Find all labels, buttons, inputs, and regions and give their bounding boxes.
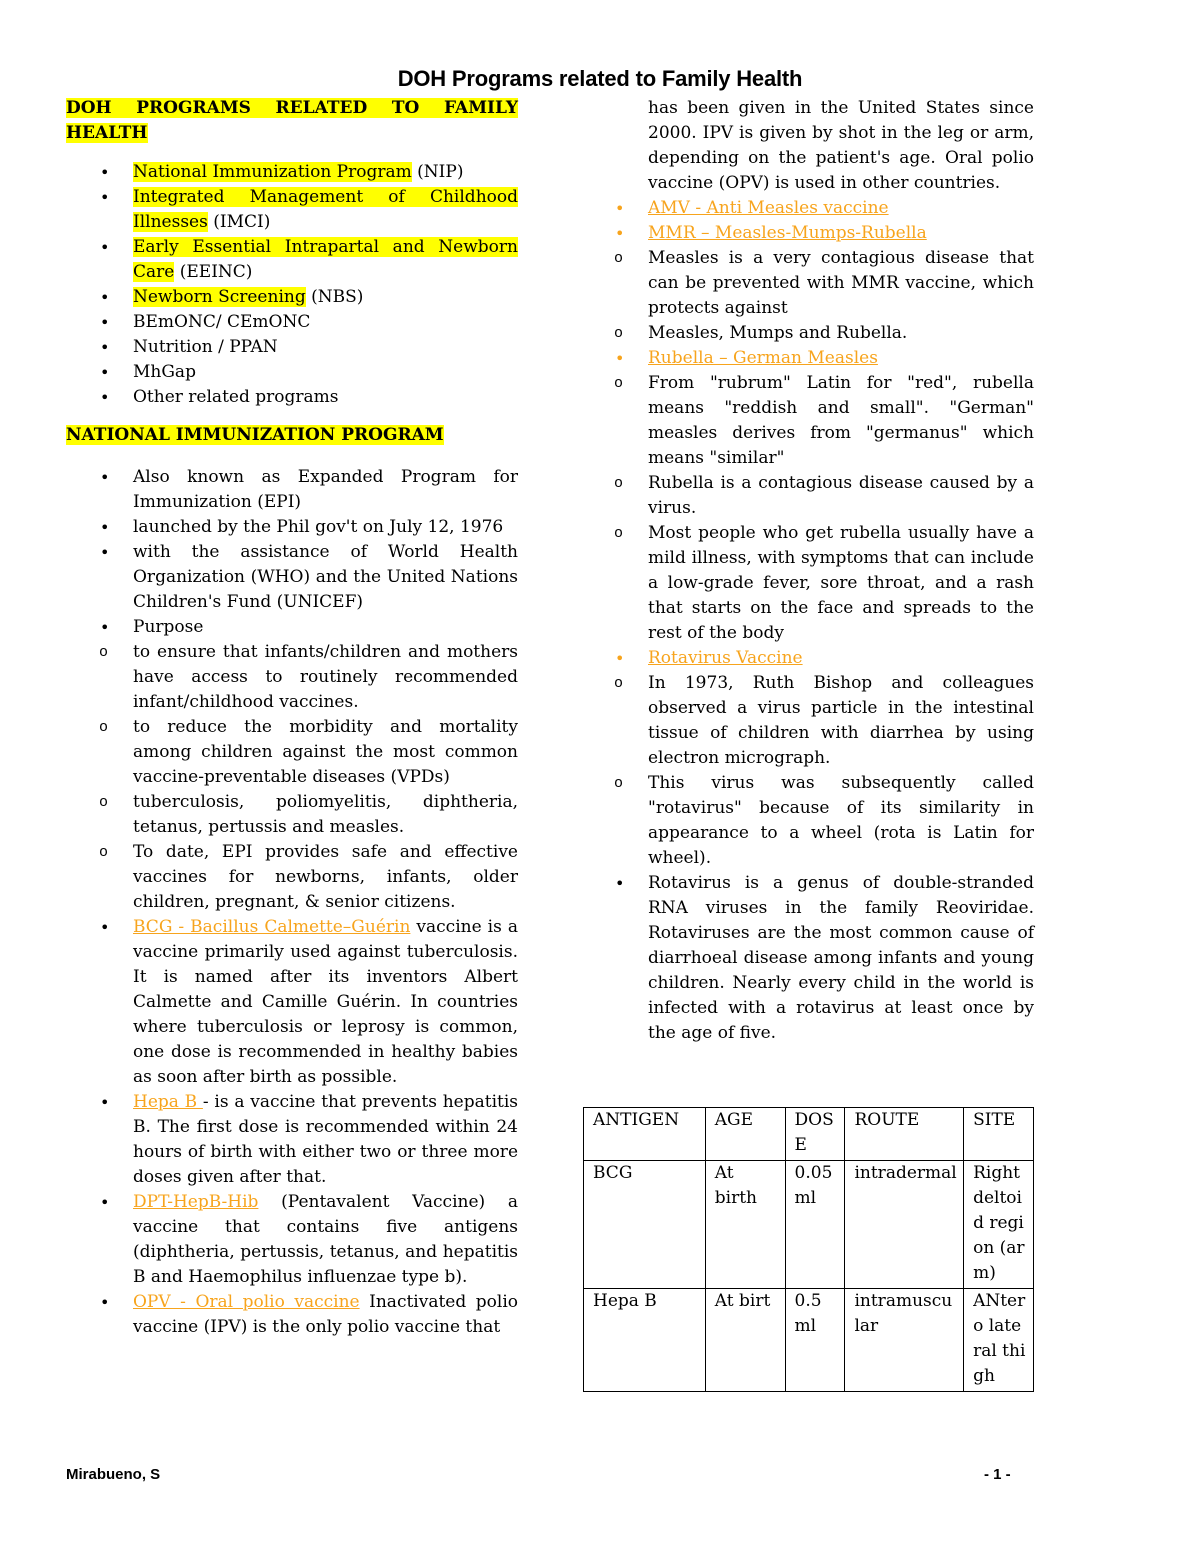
table-cell: ANtero lateral thigh [964, 1289, 1034, 1392]
list-item: o Rubella is a contagious disease caused by a virus. [614, 473, 1034, 518]
left-column [66, 96, 518, 1340]
list-item: o In 1973, Ruth Bishop and colleagues observed a virus particle in the intestinal tissue of children with diarrhea by using electron micrograph. [614, 673, 1034, 768]
list-item: o From "rubrum" Latin for "red", rubella means "reddish and small". "German" measles derives from "germanus" which means "similar" [614, 373, 1034, 468]
list-item-rotavirus-desc: • Rotavirus is a genus of double-stranded RNA viruses in the family Reoviridae. Rotaviruses are the most common cause of diarrhoeal disease among infants and young children. Nearly every child in the world is infected with a rotavirus at least once by the age of five. [615, 873, 1034, 1043]
vaccine-table [583, 1107, 1034, 1392]
list-item: o This virus was subsequently called "rotavirus" because of its similarity in appearance to a wheel (rota is Latin for wheel). [614, 773, 1034, 868]
footer-page-number: - 1 - [984, 1466, 1011, 1483]
table-cell: Hepa B [584, 1289, 706, 1392]
list-item-opv-continued: has been given in the United States since 2000. IPV is given by shot in the leg or arm, depending on the patient's age. Oral polio vaccine (OPV) is used in other countries. [648, 98, 1034, 193]
list-item: o to ensure that infants/children and mothers have access to routinely recommended infant/childhood vaccines. [99, 642, 518, 712]
opv-link: OPV - Oral polio vaccine [133, 1292, 360, 1312]
list-item: o Measles is a very contagious disease that can be prevented with MMR vaccine, which protects against [614, 248, 1034, 318]
table-cell: BCG [584, 1161, 706, 1289]
list-item-mmr: • MMR – Measles-Mumps-Rubella o Measles is a very contagious disease that can be prevented with MMR vaccine, which protects against o Measles, Mumps and Rubella. [581, 221, 1034, 346]
table-cell: 0.5 ml [785, 1289, 845, 1392]
list-item: o To date, EPI provides safe and effective vaccines for newborns, infants, older children, pregnant, & senior citizens. [99, 842, 518, 912]
page-title: DOH Programs related to Family Health [397, 66, 803, 91]
list-item: • Early Essential Intrapartal and Newborn Care (EEINC) [100, 237, 518, 282]
list-item: o to reduce the morbidity and mortality among children against the most common vaccine-preventable diseases (VPDs) [99, 717, 518, 787]
table-cell: At birth [705, 1161, 785, 1289]
table-cell: 0.05 ml [785, 1161, 845, 1289]
section-heading-nip: NATIONAL IMMUNIZATION PROGRAM [66, 425, 444, 445]
right-column [614, 96, 1034, 1046]
programs-list [66, 160, 518, 410]
list-item: • MhGap [100, 362, 196, 382]
footer-author: Mirabueno, S [66, 1466, 161, 1483]
list-item: o Measles, Mumps and Rubella. [614, 323, 908, 343]
table-cell: Right deltoid region (arm) [964, 1161, 1034, 1289]
table-header-cell: ANTIGEN [584, 1108, 706, 1161]
list-item: • BEmONC/ CEmONC [100, 312, 311, 332]
bcg-link: BCG - Bacillus Calmette–Guérin [133, 917, 411, 937]
table-cell: At birt [705, 1289, 785, 1392]
table-header-cell: SITE [964, 1108, 1034, 1161]
table-cell: intramuscular [845, 1289, 964, 1392]
list-item: • National Immunization Program (NIP) [100, 162, 464, 182]
list-item: • with the assistance of World Health Organization (WHO) and the United Nations Children's Fund (UNICEF) [100, 542, 518, 612]
hepab-link: Hepa B [133, 1092, 203, 1112]
list-item-rotavirus: • Rotavirus Vaccine o In 1973, Ruth Bishop and colleagues observed a virus particle in the intestinal tissue of children with diarrhea by using electron micrograph. o This virus was subsequently called "rotavirus" because of its similarity in appearance to a wheel (rota is Latin for wheel). [581, 646, 1034, 871]
list-item-bcg: • BCG - Bacillus Calmette–Guérin vaccine is a vaccine primarily used against tuberculosis. It is named after its inventors Albert Calmette and Camille Guérin. In countries where tuberculosis or leprosy is common, one dose is recommended in healthy babies as soon after birth as possible. [100, 917, 518, 1087]
list-item-amv: • AMV - Anti Measles vaccine [615, 198, 889, 218]
list-item: • launched by the Phil gov't on July 12, 1976 [100, 517, 504, 537]
table-row [584, 1289, 1034, 1392]
purpose-list [66, 640, 518, 915]
table-cell: intradermal [845, 1161, 964, 1289]
table-header-cell: AGE [705, 1108, 785, 1161]
dpt-link: DPT-HepB-Hib [133, 1192, 259, 1212]
table-row [584, 1161, 1034, 1289]
list-item: o Most people who get rubella usually have a mild illness, with symptoms that can include a low-grade fever, sore throat, and a rash that starts on the face and spreads to the rest of the body [614, 523, 1034, 643]
table-header-cell: DOSE [785, 1108, 845, 1161]
list-item: • Other related programs [100, 387, 339, 407]
list-item: o tuberculosis, poliomyelitis, diphtheria, tetanus, pertussis and measles. [99, 792, 518, 837]
right-list [581, 96, 1034, 1046]
table-header-row [584, 1108, 1034, 1161]
list-item-rubella: • Rubella – German Measles o From "rubrum" Latin for "red", rubella means "reddish and small". "German" measles derives from "germanus" which means "similar" o Rubella is a contagious disease caused by a virus. o Most people who get rubella usually have a mild illness, with symptoms that can include a low-grade fever, sore throat, and a rash that starts on the face and spreads to the rest of the body [581, 346, 1034, 646]
list-item-hepab: • Hepa B - is a vaccine that prevents hepatitis B. The first dose is recommended within 24 hours of birth with either two or three more doses given after that. [100, 1092, 518, 1187]
nip-list [66, 465, 518, 1340]
list-item: • Also known as Expanded Program for Immunization (EPI) [100, 467, 518, 512]
list-item: • Purpose o to ensure that infants/children and mothers have access to routinely recommended infant/childhood vaccines. o to reduce the morbidity and mortality among children against the most common vaccine-preventable diseases (VPDs) o tuberculosis, poliomyelitis, diphtheria, tetanus, pertussis and measles. o To date, EPI provides safe and effective vaccines for newborns, infants, older children, pregnant, & senior citizens. [66, 615, 518, 915]
list-item-dpt: • DPT-HepB-Hib (Pentavalent Vaccine) a vaccine that contains five antigens (diphtheria, pertussis, tetanus, and hepatitis B and Haemophilus influenzae type b). [100, 1192, 518, 1287]
list-item: • Newborn Screening (NBS) [100, 287, 364, 307]
table-header-cell: ROUTE [845, 1108, 964, 1161]
section-heading-doh-programs: DOH PROGRAMS RELATED TO FAMILY HEALTH [66, 98, 518, 143]
list-item: • Integrated Management of Childhood Illnesses (IMCI) [100, 187, 518, 232]
list-item-opv: • OPV - Oral polio vaccine Inactivated polio vaccine (IPV) is the only polio vaccine that [100, 1292, 518, 1337]
list-item: • Nutrition / PPAN [100, 337, 278, 357]
